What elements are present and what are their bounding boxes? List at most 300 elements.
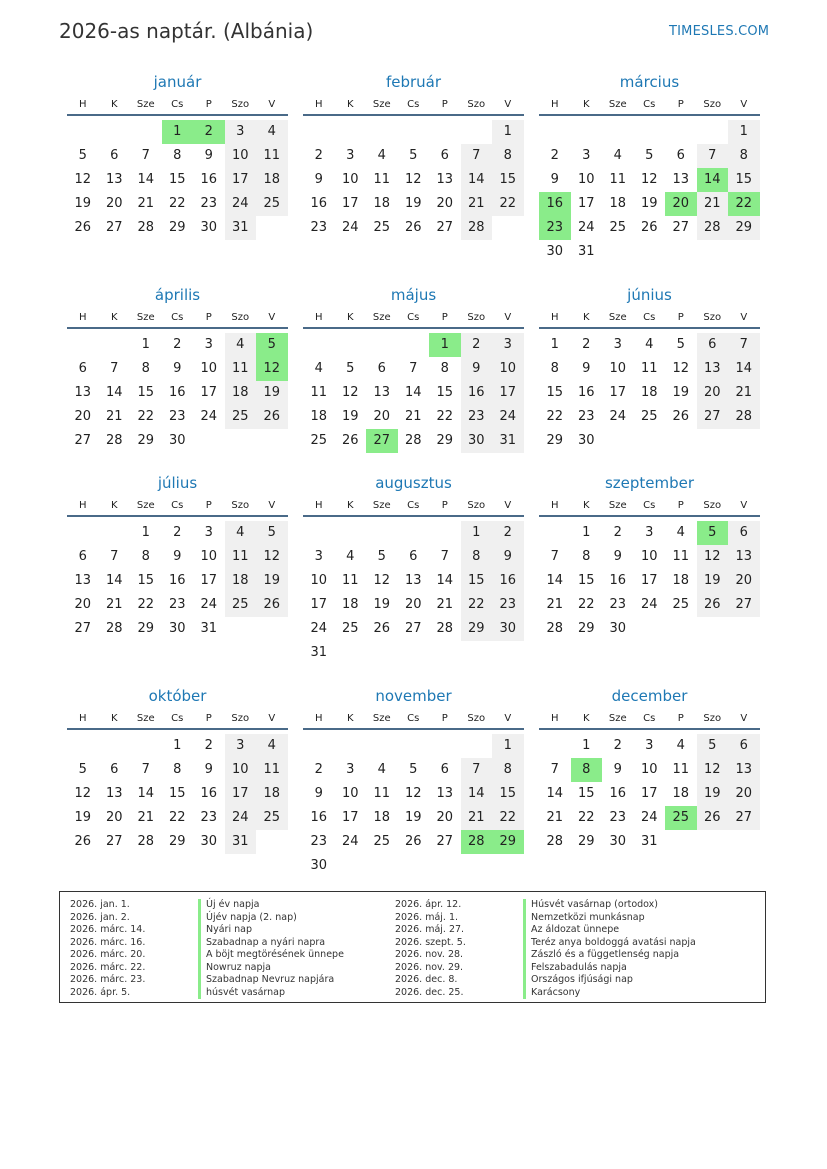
month-március	[539, 72, 760, 264]
day-cell: 28	[697, 216, 729, 240]
day-cell: 30	[609, 621, 627, 636]
day-cell: 23	[492, 593, 524, 617]
day-cell: 6	[728, 521, 760, 545]
day-cell: 11	[373, 172, 391, 187]
day-cell: 1	[141, 337, 150, 352]
empty-cell	[67, 734, 99, 758]
day-cell: 13	[105, 172, 123, 187]
day-cell: 31	[492, 429, 524, 453]
day-cell: 11	[672, 762, 690, 777]
holiday-date: 2026. dec. 25.	[395, 986, 464, 998]
day-cell: 6	[78, 549, 87, 564]
day-cell: 10	[225, 758, 257, 782]
day-cell: 31	[225, 216, 257, 240]
day-cell: 3	[204, 525, 213, 540]
weekday-label: Sze	[136, 500, 155, 511]
empty-cell	[461, 641, 493, 665]
weekday-label: Sze	[136, 713, 155, 724]
weekday-label: Sze	[608, 500, 627, 511]
empty-cell	[335, 333, 367, 357]
holiday-date: 2026. márc. 16.	[70, 936, 146, 948]
weekday-label: Szo	[703, 713, 722, 724]
holiday-date: 2026. dec. 8.	[395, 974, 458, 985]
empty-cell	[99, 734, 131, 758]
weekday-header	[303, 710, 524, 730]
weekday-label: V	[504, 500, 512, 511]
day-cell: 6	[377, 361, 386, 376]
day-cell: 11	[609, 172, 627, 187]
day-cell: 12	[404, 172, 422, 187]
weekday-label: Szo	[467, 312, 486, 323]
day-cell: 6	[676, 148, 685, 163]
day-cell: 19	[74, 196, 92, 211]
weekday-label: Sze	[136, 99, 155, 110]
day-cell: 25	[373, 220, 391, 235]
day-cell: 22	[168, 196, 186, 211]
empty-cell	[193, 429, 225, 453]
month-name: július	[157, 474, 198, 492]
day-cell: 26	[256, 405, 288, 429]
day-cell: 15	[728, 168, 760, 192]
empty-cell	[130, 120, 162, 144]
empty-cell	[67, 333, 99, 357]
day-cell: 30	[200, 220, 218, 235]
empty-cell	[492, 641, 524, 665]
day-cell: 29	[577, 834, 595, 849]
month-name: január	[153, 73, 202, 91]
day-cell: 6	[440, 148, 449, 163]
day-cell: 6	[728, 734, 760, 758]
day-cell: 22	[168, 810, 186, 825]
day-cell: 13	[74, 385, 92, 400]
month-június	[539, 285, 760, 453]
day-cell: 12	[256, 545, 288, 569]
holiday-legend	[59, 891, 766, 1003]
day-cell: 27	[728, 806, 760, 830]
weekday-label: H	[78, 312, 87, 323]
day-cell: 18	[225, 381, 257, 405]
day-cell: 18	[341, 597, 359, 612]
day-cell: 19	[74, 810, 92, 825]
day-cell: 24	[640, 810, 658, 825]
day-cell: 11	[225, 357, 257, 381]
day-cell: 27	[697, 405, 729, 429]
day-cell: 9	[204, 762, 213, 777]
holiday-entry	[70, 974, 344, 987]
month-október	[67, 686, 288, 854]
weekday-label: K	[110, 312, 118, 323]
day-cell: 28	[436, 621, 454, 636]
day-cell: 15	[577, 573, 595, 588]
day-cell: 26	[697, 593, 729, 617]
month-november	[303, 686, 524, 878]
day-cell: 24	[577, 220, 595, 235]
day-cell: 19	[672, 385, 690, 400]
day-cell: 10	[200, 549, 218, 564]
weekday-label: Cs	[407, 713, 420, 724]
holiday-date: 2026. máj. 27.	[395, 924, 465, 935]
holiday-name: Új év napja	[198, 899, 259, 912]
day-cell: 28	[105, 433, 123, 448]
day-cell: 19	[404, 810, 422, 825]
day-cell: 9	[173, 361, 182, 376]
day-cell: 19	[256, 569, 288, 593]
empty-cell	[602, 240, 634, 264]
day-cell: 20	[436, 196, 454, 211]
day-cell: 16	[200, 172, 218, 187]
day-cell: 29	[168, 220, 186, 235]
weekday-label: K	[110, 713, 118, 724]
day-cell: 20	[105, 196, 123, 211]
day-cell: 30	[310, 858, 328, 873]
day-cell: 1	[162, 120, 194, 144]
weekday-header	[303, 96, 524, 116]
day-cell: 14	[461, 782, 493, 806]
weekday-label: Sze	[372, 99, 391, 110]
holiday-date: 2026. nov. 28.	[395, 949, 464, 960]
day-cell: 27	[672, 220, 690, 235]
holiday-entry	[70, 937, 344, 950]
day-cell: 16	[539, 192, 571, 216]
day-cell: 6	[440, 762, 449, 777]
day-cell: 24	[492, 405, 524, 429]
holiday-name: Nemzetközi munkásnap	[523, 912, 645, 925]
month-augusztus	[303, 473, 524, 665]
empty-cell	[398, 854, 430, 878]
day-cell: 13	[436, 172, 454, 187]
empty-cell	[256, 617, 288, 641]
day-cell: 17	[577, 196, 595, 211]
empty-cell	[634, 429, 666, 453]
day-cell: 17	[492, 381, 524, 405]
day-cell: 22	[546, 409, 564, 424]
weekday-label: K	[110, 500, 118, 511]
day-cell: 3	[645, 738, 654, 753]
weekday-label: Sze	[608, 99, 627, 110]
day-cell: 13	[404, 573, 422, 588]
day-cell: 15	[492, 168, 524, 192]
day-cell: 17	[341, 810, 359, 825]
day-cell: 29	[137, 433, 155, 448]
day-cell: 22	[728, 192, 760, 216]
day-cell: 14	[137, 172, 155, 187]
day-cell: 19	[341, 409, 359, 424]
day-cell: 2	[173, 525, 182, 540]
holiday-entry	[395, 962, 696, 975]
weekday-label: K	[346, 99, 354, 110]
day-cell: 27	[105, 834, 123, 849]
holiday-name: Húsvét vasárnap (ortodox)	[523, 899, 658, 912]
day-cell: 16	[310, 196, 328, 211]
day-cell: 22	[461, 593, 493, 617]
weekday-label: Szo	[231, 500, 250, 511]
day-cell: 1	[461, 521, 493, 545]
day-cell: 30	[609, 834, 627, 849]
day-cell: 2	[193, 120, 225, 144]
weekday-label: Szo	[231, 312, 250, 323]
day-cell: 1	[728, 120, 760, 144]
weekday-label: H	[550, 500, 559, 511]
day-cell: 14	[461, 168, 493, 192]
weekday-label: V	[504, 713, 512, 724]
day-cell: 16	[577, 385, 595, 400]
day-cell: 31	[200, 621, 218, 636]
empty-cell	[634, 240, 666, 264]
day-cell: 25	[256, 806, 288, 830]
month-name: április	[154, 286, 201, 304]
empty-cell	[366, 734, 398, 758]
empty-cell	[697, 830, 729, 854]
day-cell: 26	[74, 220, 92, 235]
day-cell: 23	[577, 409, 595, 424]
day-cell: 30	[168, 433, 186, 448]
day-cell: 3	[204, 337, 213, 352]
day-cell: 2	[582, 337, 591, 352]
day-cell: 19	[373, 597, 391, 612]
day-cell: 14	[546, 786, 564, 801]
weekday-label: V	[740, 312, 748, 323]
day-cell: 11	[672, 549, 690, 564]
day-cell: 21	[461, 806, 493, 830]
empty-cell	[398, 641, 430, 665]
day-cell: 25	[310, 433, 328, 448]
day-cell: 10	[310, 573, 328, 588]
day-cell: 17	[640, 786, 658, 801]
weekday-label: Sze	[372, 713, 391, 724]
day-cell: 22	[577, 810, 595, 825]
empty-cell	[602, 429, 634, 453]
month-name: június	[627, 286, 672, 304]
day-cell: 15	[137, 385, 155, 400]
holiday-name: Nowruz napja	[198, 962, 271, 975]
day-cell: 20	[728, 569, 760, 593]
day-cell: 3	[225, 734, 257, 758]
weekday-label: Cs	[171, 312, 184, 323]
weekday-label: H	[314, 99, 323, 110]
holiday-entry	[395, 974, 696, 987]
day-cell: 9	[492, 545, 524, 569]
day-cell: 3	[613, 337, 622, 352]
day-cell: 9	[550, 172, 559, 187]
day-cell: 21	[546, 597, 564, 612]
day-cell: 23	[200, 196, 218, 211]
day-cell: 30	[168, 621, 186, 636]
day-cell: 22	[436, 409, 454, 424]
day-cell: 5	[697, 734, 729, 758]
holiday-legend-column-right	[395, 899, 696, 999]
day-cell: 6	[409, 549, 418, 564]
weekday-label: V	[504, 99, 512, 110]
page-title: 2026-as naptár. (Albánia)	[59, 19, 314, 43]
holiday-date: 2026. ápr. 5.	[70, 986, 131, 998]
weekday-header	[67, 96, 288, 116]
day-cell: 24	[341, 220, 359, 235]
empty-cell	[429, 521, 461, 545]
empty-cell	[665, 429, 697, 453]
day-cell: 7	[440, 549, 449, 564]
day-cell: 23	[168, 597, 186, 612]
day-cell: 15	[436, 385, 454, 400]
day-cell: 14	[436, 573, 454, 588]
day-cell: 20	[665, 192, 697, 216]
weekday-label: Szo	[703, 500, 722, 511]
weekday-label: H	[550, 99, 559, 110]
day-cell: 2	[613, 525, 622, 540]
holiday-name: Az áldozat ünnepe	[523, 924, 619, 937]
day-cell: 30	[492, 617, 524, 641]
day-cell: 6	[110, 762, 119, 777]
month-január	[67, 72, 288, 240]
weekday-label: K	[582, 312, 590, 323]
day-cell: 27	[366, 429, 398, 453]
day-cell: 5	[645, 148, 654, 163]
day-cell: 12	[341, 385, 359, 400]
day-cell: 20	[74, 597, 92, 612]
day-cell: 9	[461, 357, 493, 381]
day-cell: 16	[168, 573, 186, 588]
empty-cell	[697, 240, 729, 264]
day-cell: 5	[409, 148, 418, 163]
day-cell: 10	[609, 361, 627, 376]
empty-cell	[398, 120, 430, 144]
day-cell: 13	[728, 758, 760, 782]
day-cell: 11	[310, 385, 328, 400]
holiday-name: A böjt megtörésének ünnepe	[198, 949, 344, 962]
empty-cell	[728, 240, 760, 264]
day-cell: 7	[550, 549, 559, 564]
day-cell: 30	[546, 244, 564, 259]
weekday-label: V	[268, 312, 276, 323]
day-cell: 11	[256, 758, 288, 782]
holiday-date: 2026. jan. 2.	[70, 911, 130, 923]
day-cell: 8	[550, 361, 559, 376]
day-cell: 25	[341, 621, 359, 636]
day-cell: 5	[697, 521, 729, 545]
day-cell: 12	[640, 172, 658, 187]
weekday-label: Cs	[171, 713, 184, 724]
day-cell: 28	[546, 621, 564, 636]
day-cell: 22	[137, 597, 155, 612]
day-cell: 27	[74, 433, 92, 448]
weekday-label: Szo	[467, 99, 486, 110]
day-cell: 10	[341, 172, 359, 187]
weekday-label: Cs	[407, 99, 420, 110]
day-cell: 13	[74, 573, 92, 588]
day-cell: 25	[640, 409, 658, 424]
day-cell: 26	[672, 409, 690, 424]
empty-cell	[728, 429, 760, 453]
site-link[interactable]: TIMESLES.COM	[669, 24, 770, 39]
day-cell: 14	[546, 573, 564, 588]
holiday-entry	[70, 912, 344, 925]
day-cell: 1	[582, 525, 591, 540]
weekday-label: Sze	[372, 500, 391, 511]
weekday-label: Szo	[703, 99, 722, 110]
empty-cell	[492, 216, 524, 240]
day-cell: 15	[137, 573, 155, 588]
day-cell: 9	[314, 786, 323, 801]
day-cell: 8	[173, 762, 182, 777]
day-cell: 12	[672, 361, 690, 376]
day-cell: 18	[256, 168, 288, 192]
weekday-label: Cs	[643, 312, 656, 323]
day-cell: 21	[697, 192, 729, 216]
day-cell: 7	[697, 144, 729, 168]
day-cell: 31	[225, 830, 257, 854]
holiday-name: Szabadnap a nyári napra	[198, 937, 325, 950]
day-cell: 7	[550, 762, 559, 777]
day-cell: 2	[613, 738, 622, 753]
day-cell: 10	[341, 786, 359, 801]
day-cell: 6	[697, 333, 729, 357]
weekday-label: H	[314, 713, 323, 724]
empty-cell	[429, 120, 461, 144]
weekday-header	[539, 309, 760, 329]
weekday-label: V	[740, 713, 748, 724]
empty-cell	[303, 521, 335, 545]
day-cell: 24	[341, 834, 359, 849]
day-cell: 30	[200, 834, 218, 849]
day-cell: 5	[346, 361, 355, 376]
day-cell: 25	[225, 593, 257, 617]
day-cell: 12	[404, 786, 422, 801]
day-cell: 12	[256, 357, 288, 381]
day-cell: 17	[310, 597, 328, 612]
day-cell: 11	[225, 545, 257, 569]
weekday-label: Sze	[608, 713, 627, 724]
day-cell: 4	[613, 148, 622, 163]
day-cell: 21	[461, 192, 493, 216]
empty-cell	[697, 617, 729, 641]
empty-cell	[398, 333, 430, 357]
weekday-label: Cs	[171, 99, 184, 110]
empty-cell	[665, 617, 697, 641]
day-cell: 15	[492, 782, 524, 806]
day-cell: 4	[676, 738, 685, 753]
empty-cell	[335, 854, 367, 878]
holiday-name: húsvét vasárnap	[198, 987, 285, 1000]
holiday-date: 2026. márc. 20.	[70, 949, 146, 960]
day-cell: 28	[546, 834, 564, 849]
weekday-label: H	[550, 713, 559, 724]
day-cell: 5	[409, 762, 418, 777]
weekday-label: P	[677, 500, 684, 511]
holiday-date: 2026. máj. 1.	[395, 911, 459, 923]
day-cell: 28	[728, 405, 760, 429]
day-cell: 1	[173, 738, 182, 753]
day-cell: 17	[200, 385, 218, 400]
weekday-label: Cs	[643, 713, 656, 724]
day-cell: 15	[461, 569, 493, 593]
empty-cell	[602, 120, 634, 144]
weekday-label: P	[205, 500, 212, 511]
day-cell: 6	[78, 361, 87, 376]
holiday-entry	[395, 987, 696, 1000]
empty-cell	[303, 734, 335, 758]
day-cell: 20	[697, 381, 729, 405]
weekday-label: Sze	[608, 312, 627, 323]
holiday-name: Újév napja (2. nap)	[198, 912, 297, 925]
day-cell: 4	[256, 734, 288, 758]
empty-cell	[366, 641, 398, 665]
empty-cell	[256, 830, 288, 854]
day-cell: 28	[137, 220, 155, 235]
day-cell: 4	[225, 521, 257, 545]
day-cell: 2	[314, 762, 323, 777]
day-cell: 8	[728, 144, 760, 168]
month-július	[67, 473, 288, 641]
empty-cell	[571, 120, 603, 144]
